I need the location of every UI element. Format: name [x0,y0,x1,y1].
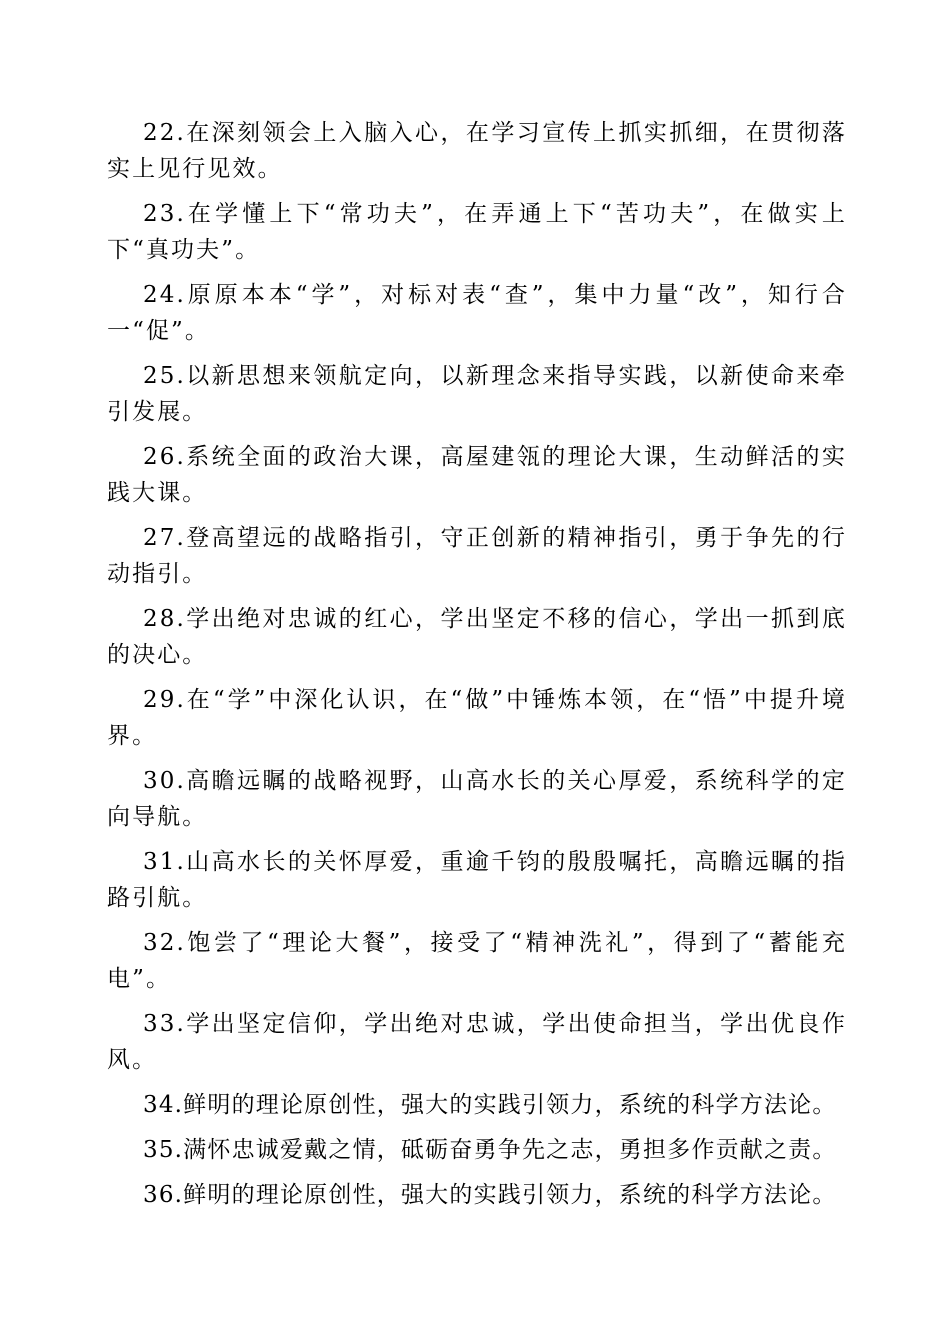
document-body [107,115,847,1222]
paragraph-28: 28.学出绝对忠诚的红心，学出坚定不移的信心，学出一抓到底的决心。 [107,606,847,668]
paragraph-31: 31.山高水长的关怀厚爱，重逾千钧的殷殷嘱托，高瞻远瞩的指路引航。 [107,849,847,911]
paragraph-34: 34.鲜明的理论原创性，强大的实践引领力，系统的科学方法论。 [143,1092,837,1118]
paragraph-30: 30.高瞻远瞩的战略视野，山高水长的关心厚爱，系统科学的定向导航。 [107,768,847,830]
paragraph-24: 24.原原本本“学”，对标对表“查”，集中力量“改”，知行合一“促”。 [107,282,847,344]
paragraph-22: 22.在深刻领会上入脑入心，在学习宣传上抓实抓细，在贯彻落实上见行见效。 [107,120,847,182]
paragraph-35: 35.满怀忠诚爱戴之情，砥砺奋勇争先之志，勇担多作贡献之责。 [143,1137,837,1163]
paragraph-36: 36.鲜明的理论原创性，强大的实践引领力，系统的科学方法论。 [143,1182,837,1208]
paragraph-29: 29.在“学”中深化认识，在“做”中锤炼本领，在“悟”中提升境界。 [107,687,847,749]
paragraph-25: 25.以新思想来领航定向，以新理念来指导实践，以新使命来牵引发展。 [107,363,847,425]
paragraph-23: 23.在学懂上下“常功夫”，在弄通上下“苦功夫”，在做实上下“真功夫”。 [107,201,847,263]
paragraph-27: 27.登高望远的战略指引，守正创新的精神指引，勇于争先的行动指引。 [107,525,847,587]
paragraph-33: 33.学出坚定信仰，学出绝对忠诚，学出使命担当，学出优良作风。 [107,1011,847,1073]
paragraph-26: 26.系统全面的政治大课，高屋建瓴的理论大课，生动鲜活的实践大课。 [107,444,847,506]
paragraph-32: 32.饱尝了“理论大餐”，接受了“精神洗礼”，得到了“蓄能充电”。 [107,930,847,992]
